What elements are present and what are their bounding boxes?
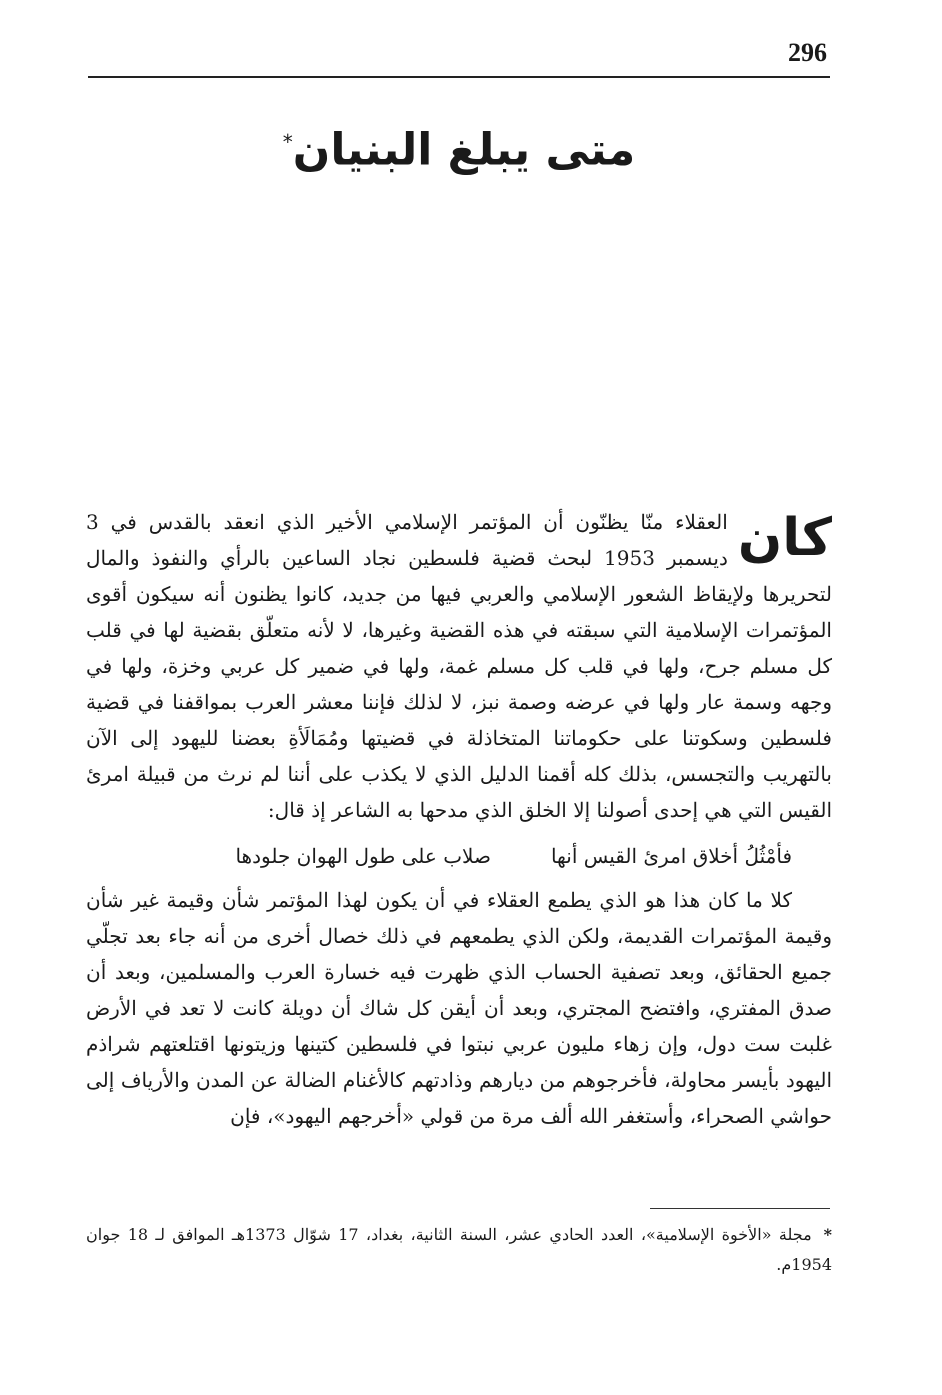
footnote-rule (650, 1208, 830, 1209)
verse-second-hemistich: صلاب على طول الهوان جلودها (235, 844, 491, 868)
article-body (86, 504, 832, 1134)
title-footnote-mark: * (282, 130, 293, 154)
dropcap-word: كان (737, 508, 832, 568)
poetry-verse (86, 838, 832, 874)
verse-first-hemistich: فأمْثُلُ أخلاق امرئ القيس أنها (550, 844, 792, 868)
paragraph-1-text: العقلاء منّا يظنّون أن المؤتمر الإسلامي الأخير الذي انعقد بالقدس في 3 ديسمبر 1953 لبحث قضية فلسطين نجاد الساعين بالرأي والنفوذ والمال لتحريرها ولإيقاظ الشعور الإسلامي والعربي فيها من جديد، كانوا يظنون أنه سيكون أقوى المؤتمرات الإسلامية التي سبقته في هذه القضية وغيرها، لا لأنه متعلّق بقضية لها في قلب كل مسلم جرح، ولها في قلب كل مسلم غمة، ولها في ضمير كل عربي وخزة، ولها في وجهه وسمة عار ولها في عرضه وصمة نبز، لا لذلك فإننا معشر العرب بمواقفنا في قضية فلسطين وسكوتنا على حكوماتنا المتخاذلة في قضيتها ومُمَالَأةِ بعضنا لليهود إلى الآن بالتهريب والتجسس، بذلك كله أقمنا الدليل الذي لا يكذب على أننا لم نرث من قبيلة امرئ القيس التي هي إحدى أصولنا إلا الخلق الذي مدحها به الشاعر إذ قال: (86, 510, 832, 822)
paragraph-2: كلا ما كان هذا هو الذي يطمع العقلاء في أن يكون لهذا المؤتمر شأن وقيمة غير شأن وقيمة المؤتمرات القديمة، ولكن الذي يطمعهم في ذلك خصال أخرى من أنه جاء بعد تجلّي جميع الحقائق، وبعد تصفية الحساب الذي ظهرت فيه خسارة العرب والمسلمين، وبعد أن صدق المفتري، وافتضح المجتري، وبعد أن أيقن كل شاك أن دويلة كانت لا تعد في الأرض غلبت ست دول، وإن زهاء مليون عربي نبتوا في فلسطين كتينها وزيتونها اقتلعتهم شراذم اليهود بأيسر محاولة، فأخرجوهم من ديارهم وذادتهم كالأغنام الضالة عن المدن والأرياف إلى حواشي الصحراء، وأستغفر الله ألف مرة من قولي «أخرجهم اليهود»، فإن (86, 888, 832, 1128)
page-number: 296 (788, 38, 827, 67)
footnote-text: مجلة «الأخوة الإسلامية»، العدد الحادي عشر، السنة الثانية، بغداد، 17 شوّال 1373هـ الموافق لـ 18 جوان 1954م. (86, 1225, 832, 1274)
article-title (88, 112, 830, 181)
paragraph-1 (86, 504, 832, 828)
title-text: متى يبلغ البنيان (292, 124, 636, 176)
footnote (86, 1220, 832, 1280)
footnote-mark: * (823, 1225, 833, 1244)
header-rule (88, 76, 830, 78)
